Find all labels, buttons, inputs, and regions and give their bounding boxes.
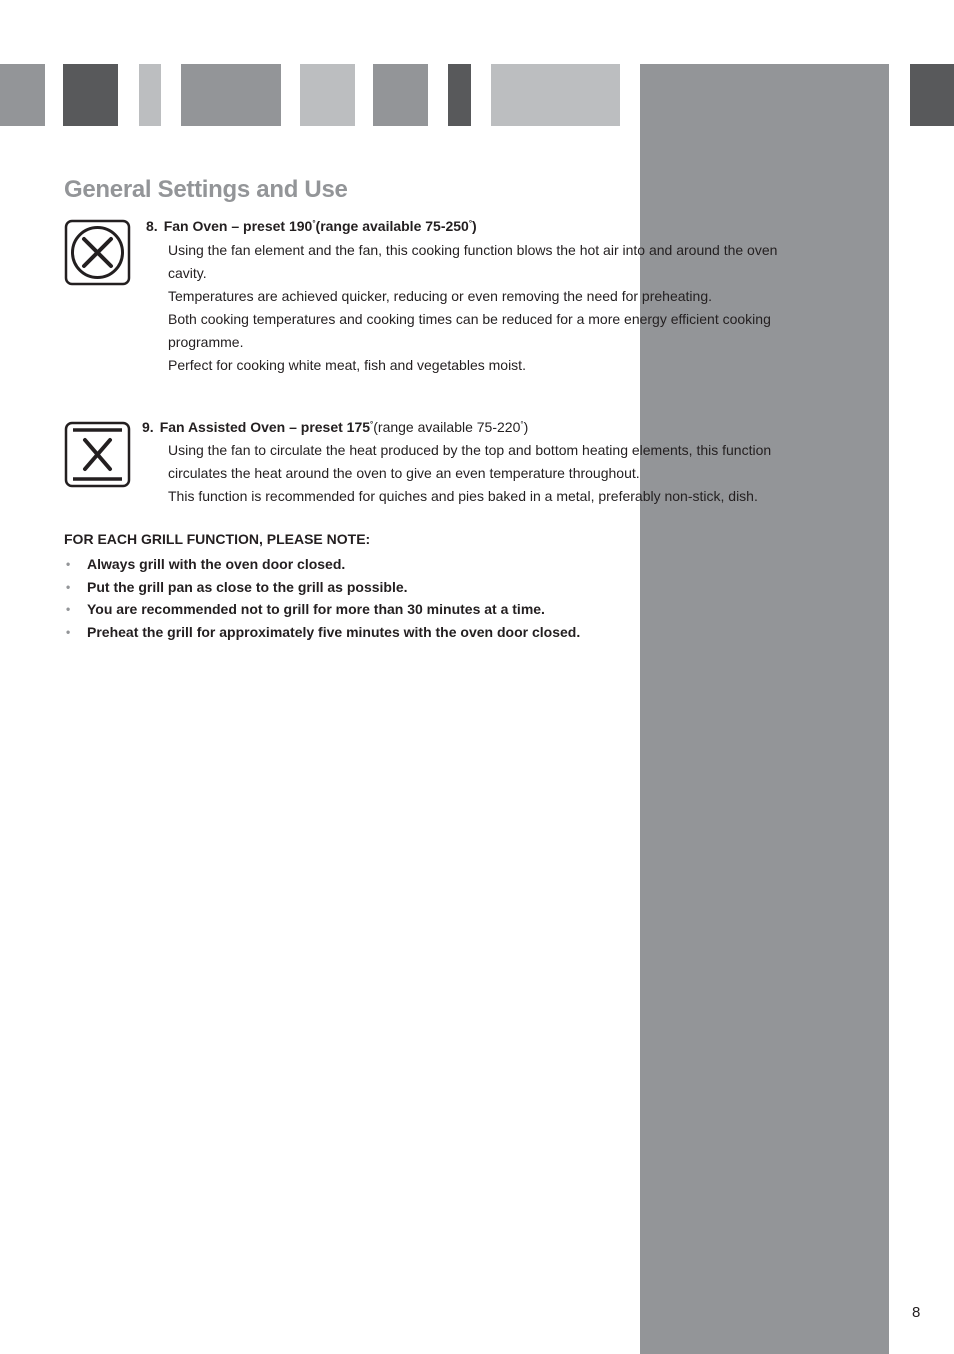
header-block: [300, 64, 355, 126]
description-paragraph: Both cooking temperatures and cooking times can be reduced for a more energy efficient cooking programme.: [168, 311, 771, 350]
function-range: (range available 75-220: [373, 419, 521, 435]
bullet-icon: •: [66, 602, 71, 617]
function-8-description: [168, 239, 808, 377]
description-paragraph: Using the fan to circulate the heat produced by the top and bottom heating elements, this function circulates the heat around the oven to give an even temperature throughout.: [168, 442, 772, 481]
header-block: [139, 64, 161, 126]
list-item-text: Preheat the grill for approximately five minutes with the oven door closed.: [87, 624, 581, 641]
header-block: [491, 64, 620, 126]
page-title: General Settings and Use: [64, 176, 348, 203]
grill-note-heading: FOR EACH GRILL FUNCTION, PLEASE NOTE:: [64, 531, 371, 547]
function-9-description: [168, 439, 808, 508]
header-block: [0, 64, 45, 126]
list-item: [64, 553, 580, 576]
function-name: Fan Oven – preset 190: [163, 218, 313, 234]
description-paragraph: This function is recommended for quiches and pies baked in a metal, preferably non-stick, dish.: [168, 488, 758, 504]
list-item-text: Always grill with the oven door closed.: [87, 556, 346, 572]
degree-mark: °: [370, 420, 374, 429]
header-block: [448, 64, 471, 126]
grill-note-list: [64, 553, 580, 644]
list-item-text: You are recommended not to grill for more than 30 minutes at a time.: [87, 601, 545, 618]
function-number: 8.: [146, 218, 158, 234]
fan-oven-icon: [64, 219, 131, 286]
function-9-heading: [142, 419, 528, 435]
function-number: 9.: [142, 419, 154, 435]
list-item: [64, 621, 580, 644]
list-item: [64, 576, 580, 599]
description-paragraph: Perfect for cooking white meat, fish and vegetables moist.: [168, 357, 526, 373]
header-block: [910, 64, 954, 126]
page-number: 8: [912, 1304, 921, 1321]
header-block: [373, 64, 428, 126]
list-item: [64, 598, 580, 621]
description-paragraph: Using the fan element and the fan, this cooking function blows the hot air into and around the oven cavity.: [168, 242, 778, 281]
bullet-icon: •: [66, 579, 71, 594]
bullet-icon: •: [66, 625, 71, 640]
degree-mark: °: [312, 219, 316, 228]
header-block: [63, 64, 118, 126]
header-block: [181, 64, 281, 126]
list-item-text: Put the grill pan as close to the grill as possible.: [87, 578, 408, 595]
description-paragraph: Temperatures are achieved quicker, reducing or even removing the need for preheating.: [168, 288, 712, 304]
function-8-heading: [146, 218, 477, 234]
degree-mark: °: [520, 420, 524, 429]
function-range: (range available 75-250: [315, 218, 469, 234]
function-name: Fan Assisted Oven – preset 175: [159, 419, 371, 435]
bullet-icon: •: [66, 557, 71, 571]
range-close: ): [523, 419, 529, 435]
fan-assisted-oven-icon: [64, 421, 131, 488]
degree-mark: °: [468, 219, 473, 228]
range-close: ): [472, 218, 477, 234]
